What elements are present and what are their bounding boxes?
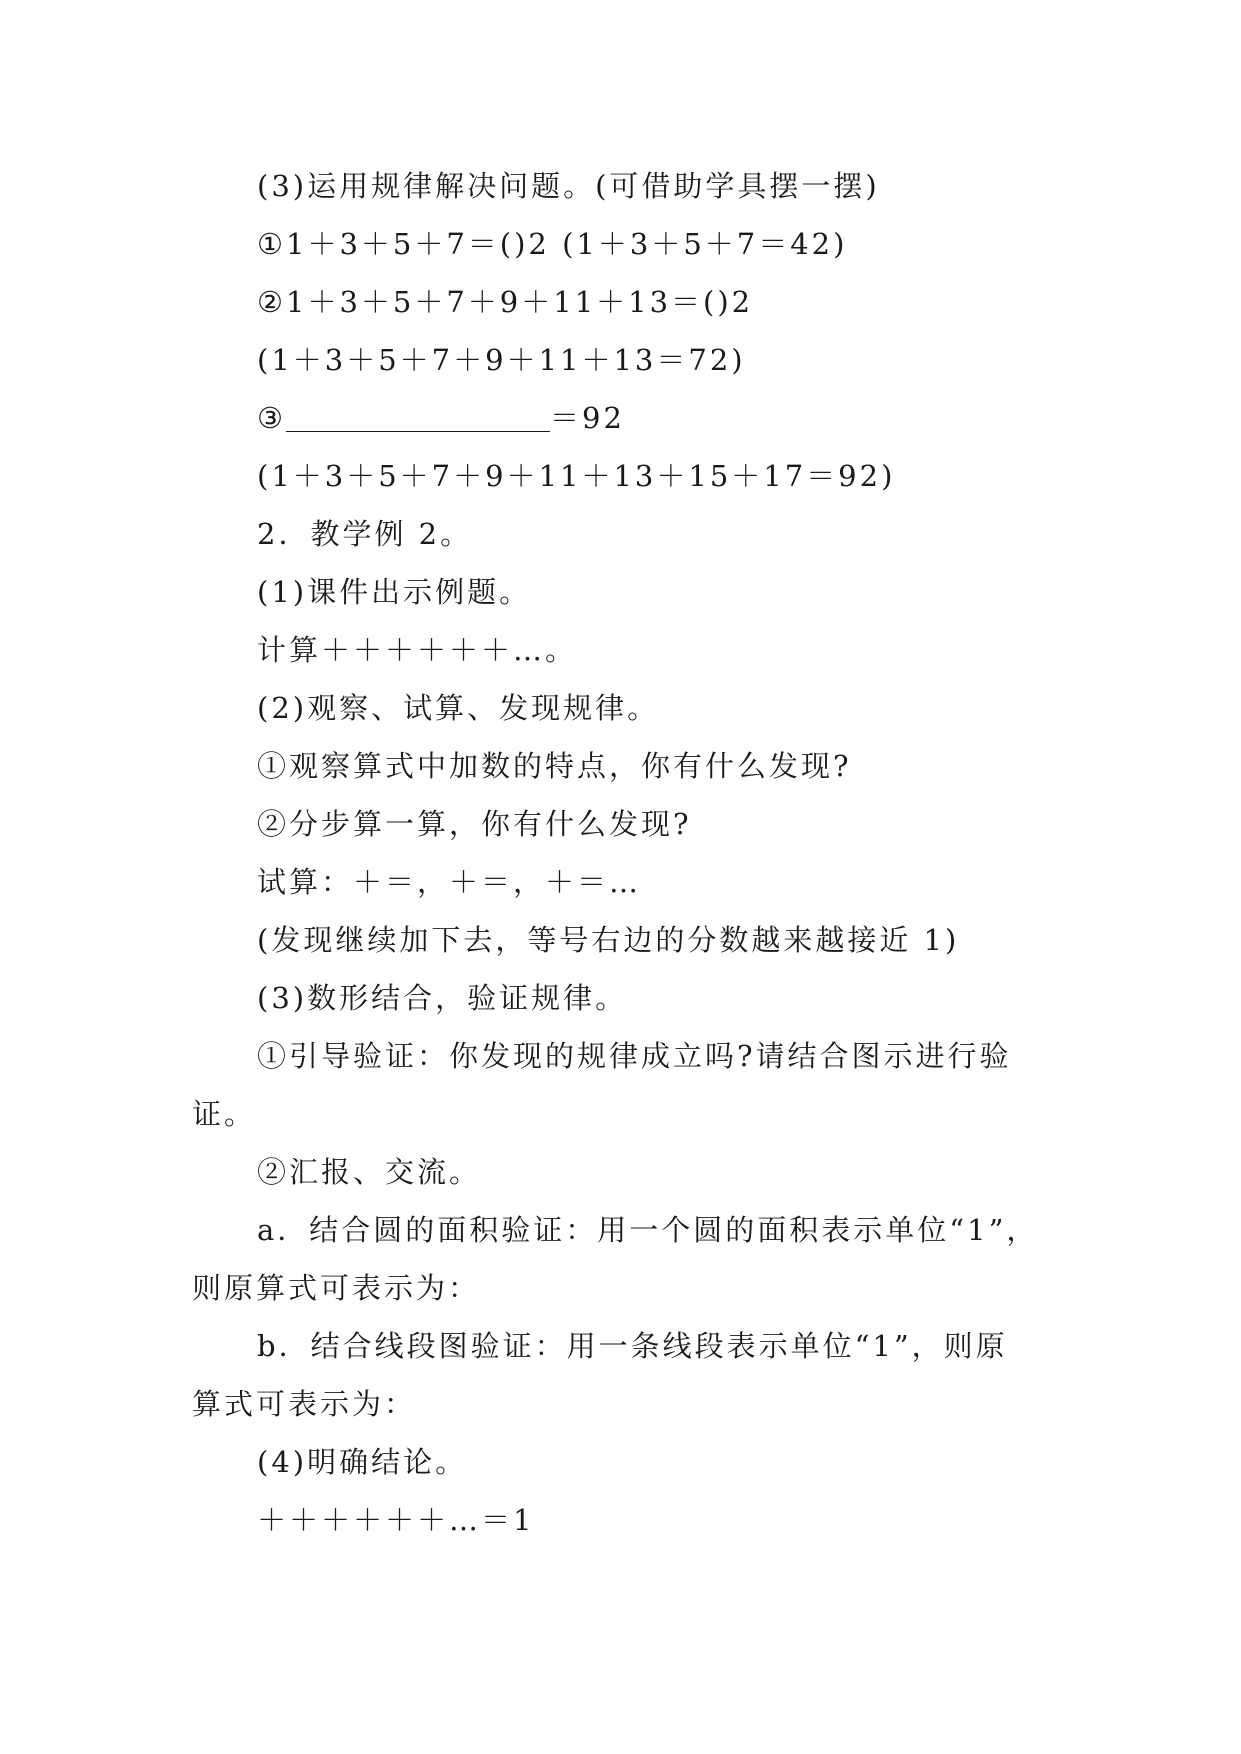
text-line: (4)明确结论。 bbox=[257, 1445, 468, 1479]
text-line: ①引导验证：你发现的规律成立吗?请结合图示进行验 bbox=[257, 1039, 1012, 1073]
text-line: ②分步算一算，你有什么发现? bbox=[257, 807, 692, 841]
text-line: (1)课件出示例题。 bbox=[257, 575, 532, 609]
text-line: 则原算式可表示为： bbox=[192, 1271, 481, 1305]
text-line: 试算：＋＝，＋＝，＋＝… bbox=[257, 865, 642, 899]
text-line: (3)运用规律解决问题。(可借助学具摆一摆) bbox=[257, 169, 880, 203]
item-marker: ③ bbox=[257, 401, 286, 435]
text-line: (2)观察、试算、发现规律。 bbox=[257, 691, 660, 725]
text-line: (发现继续加下去，等号右边的分数越来越接近 1) bbox=[257, 923, 960, 957]
answer-blank bbox=[286, 403, 550, 432]
text-line: a．结合圆的面积验证：用一个圆的面积表示单位“1”， bbox=[257, 1213, 1039, 1247]
text-line: 算式可表示为： bbox=[192, 1387, 417, 1421]
text-line: ＋＋＋＋＋＋…＝1 bbox=[257, 1503, 535, 1537]
text-line: ①1＋3＋5＋7＝()2 (1＋3＋5＋7＝42) bbox=[257, 227, 848, 261]
section-heading: 2．教学例 2。 bbox=[257, 517, 473, 551]
text-line: (1＋3＋5＋7＋9＋11＋13＋15＋17＝92) bbox=[257, 459, 896, 493]
text-line: ①观察算式中加数的特点，你有什么发现? bbox=[257, 749, 852, 783]
text-line: 计算＋＋＋＋＋＋…。 bbox=[257, 633, 578, 667]
equation-result: ＝92 bbox=[550, 401, 625, 435]
fill-in-line bbox=[257, 400, 625, 436]
text-line: b．结合线段图验证：用一条线段表示单位“1”，则原 bbox=[257, 1329, 1008, 1363]
text-line: (3)数形结合，验证规律。 bbox=[257, 981, 628, 1015]
text-line: 证。 bbox=[192, 1097, 257, 1131]
text-line: ②1＋3＋5＋7＋9＋11＋13＝()2 bbox=[257, 285, 754, 319]
text-line: ②汇报、交流。 bbox=[257, 1155, 482, 1189]
text-line: (1＋3＋5＋7＋9＋11＋13＝72) bbox=[257, 343, 746, 377]
